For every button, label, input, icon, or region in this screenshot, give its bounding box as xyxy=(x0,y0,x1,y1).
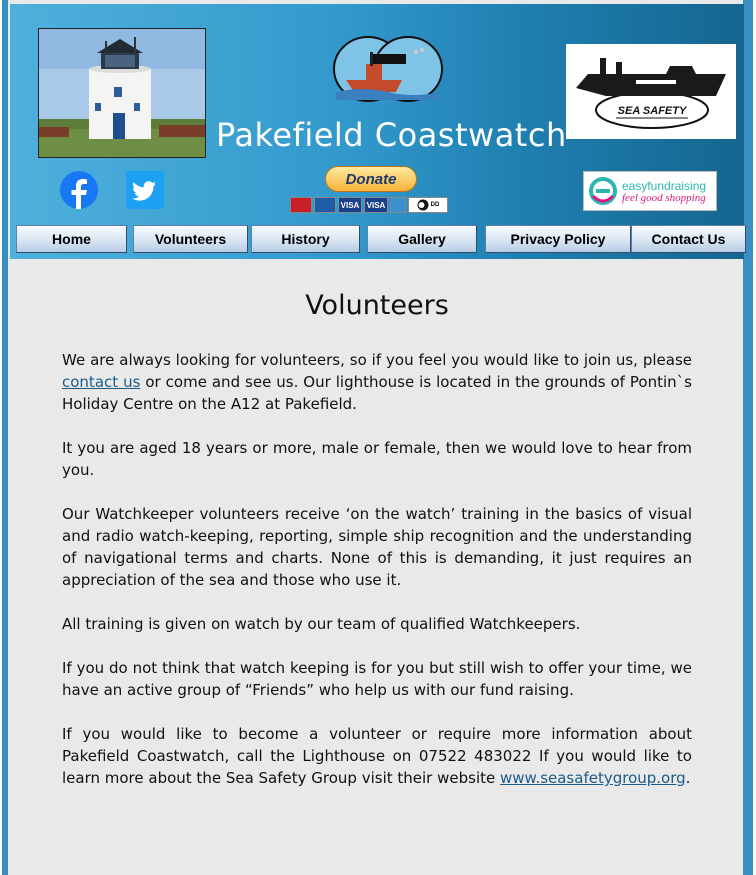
donate-button[interactable]: Donate xyxy=(325,166,417,192)
coastwatch-binoculars-logo xyxy=(332,34,444,104)
nav-history[interactable]: History xyxy=(251,225,360,253)
intro-paragraph xyxy=(62,349,692,415)
page-title: Volunteers xyxy=(305,290,449,321)
facebook-icon[interactable] xyxy=(60,171,98,209)
nav-gallery[interactable]: Gallery xyxy=(367,225,477,253)
site-header xyxy=(10,4,744,259)
qualified-paragraph: All training is given on watch by our team of qualified Watchkeepers. xyxy=(62,615,581,633)
mastercard-icon xyxy=(290,197,312,213)
training-paragraph: Our Watchkeeper volunteers receive ‘on the watch’ training in the basics of visual and radio watch-keeping, reporting, simple ship recognition and the understanding of navigational terms and charts. None of this is demanding, it just requires an appreciation of the sea and those who use it. xyxy=(62,505,692,589)
lighthouse-photo xyxy=(38,28,206,158)
main-content xyxy=(62,280,692,811)
intro-text-start: We are always looking for volunteers, so if you feel you would like to join us, please xyxy=(62,351,692,369)
contact-text-start: If you would like to become a volunteer or require more information about Pakefield Coastwatch, call the Lighthouse on 07522 483022 If you would like to learn more about the Sea Safety Group visit their website xyxy=(62,725,692,787)
sea-safety-website-link[interactable]: www.seasafetygroup.org xyxy=(500,769,686,787)
visa-icon: VISA xyxy=(338,197,362,213)
nav-volunteers[interactable]: Volunteers xyxy=(133,225,248,253)
friends-paragraph: If you do not think that watch keeping is for you but still wish to offer your time, we have an active group of “Friends” who help us with our fund raising. xyxy=(62,659,692,699)
contact-paragraph xyxy=(62,723,692,789)
nav-contact-us[interactable]: Contact Us xyxy=(631,225,746,253)
twitter-icon[interactable] xyxy=(126,171,164,209)
nav-privacy-policy[interactable]: Privacy Policy xyxy=(485,225,631,253)
amex-icon xyxy=(390,197,406,213)
intro-text-end: or come and see us. Our lighthouse is located in the grounds of Pontin`s Holiday Centre on the A12 at Pakefield. xyxy=(62,373,692,413)
easyfundraising-badge[interactable] xyxy=(583,171,717,211)
direct-debit-icon: DD xyxy=(408,197,448,213)
sea-safety-text: SEA SAFETY xyxy=(617,105,687,117)
easyfundraising-tagline: feel good shopping xyxy=(622,192,706,204)
visa-electron-icon: VISA xyxy=(364,197,388,213)
contact-text-end: . xyxy=(685,769,691,787)
sea-safety-logo xyxy=(566,44,736,139)
contact-us-link[interactable]: contact us xyxy=(62,373,141,391)
maestro-icon xyxy=(314,197,336,213)
nav-home[interactable]: Home xyxy=(16,225,127,253)
age-paragraph: It you are aged 18 years or more, male or female, then we would love to hear from you. xyxy=(62,439,692,479)
easyfundraising-logo-icon xyxy=(588,176,618,206)
site-title: Pakefield Coastwatch xyxy=(216,116,567,154)
payment-cards xyxy=(290,197,448,213)
easyfundraising-title: easyfundraising xyxy=(622,179,707,193)
